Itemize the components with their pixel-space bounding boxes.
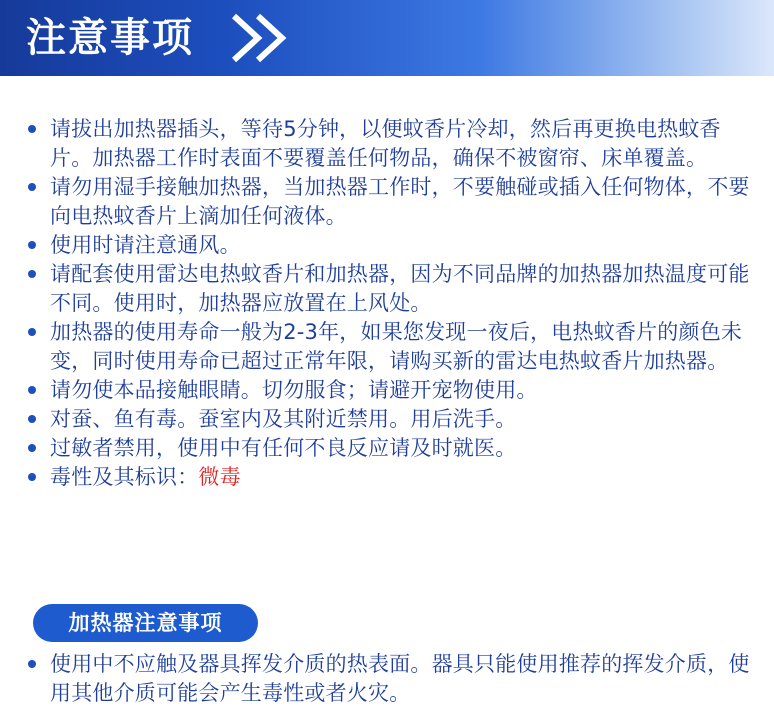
toxicity-value: 微毒: [198, 465, 241, 489]
list-item: [0, 260, 774, 318]
bullet-icon: [28, 415, 36, 423]
list-item: [0, 173, 774, 231]
note-text: 加热器的使用寿命一般为2-3年，如果您发现一夜后，电热蚊香片的颜色未变，同时使用寿命已超过正常年限，请购买新的雷达电热蚊香片加热器。: [50, 320, 743, 373]
bullet-icon: [28, 270, 36, 278]
chevron-right-icon: [252, 10, 292, 66]
list-item: [0, 650, 774, 708]
bullet-icon: [28, 386, 36, 394]
note-text: 过敏者禁用，使用中有任何不良反应请及时就医。: [50, 436, 517, 460]
note-text: 请配套使用雷达电热蚊香片和加热器，因为不同品牌的加热器加热温度可能不同。使用时，加热器应放置在上风处。: [50, 262, 750, 315]
bullet-icon: [28, 328, 36, 336]
list-item: [0, 231, 774, 260]
heater-notes-list: [0, 650, 774, 708]
notes-list: [0, 115, 774, 492]
toxicity-item: [0, 463, 774, 492]
section-badge: [33, 604, 258, 642]
bullet-icon: [28, 241, 36, 249]
bullet-icon: [28, 473, 36, 481]
toxicity-text: [50, 463, 756, 492]
note-text: 对蚕、鱼有毒。蚕室内及其附近禁用。用后洗手。: [50, 407, 517, 431]
list-item: [0, 405, 774, 434]
bullet-icon: [28, 444, 36, 452]
list-item: [0, 434, 774, 463]
page-title: 注意事项: [26, 15, 194, 61]
bullet-icon: [28, 660, 36, 668]
list-item: [0, 376, 774, 405]
list-item: [0, 115, 774, 173]
bullet-icon: [28, 125, 36, 133]
note-text: 使用中不应触及器具挥发介质的热表面。器具只能使用推荐的挥发介质，使用其他介质可能会产生毒性或者火灾。: [50, 652, 750, 705]
toxicity-label: 毒性及其标识：: [50, 465, 199, 489]
note-text: 请勿使本品接触眼睛。切勿服食；请避开宠物使用。: [50, 378, 538, 402]
section-title: 加热器注意事项: [68, 611, 223, 635]
note-text: 请勿用湿手接触加热器，当加热器工作时，不要触碰或插入任何物体，不要向电热蚊香片上滴加任何液体。: [50, 175, 750, 228]
note-text: 请拔出加热器插头，等待5分钟，以便蚊香片冷却，然后再更换电热蚊香片。加热器工作时表面不要覆盖任何物品，确保不被窗帘、床单覆盖。: [50, 117, 721, 170]
header-banner: [0, 0, 774, 76]
note-text: 使用时请注意通风。: [50, 233, 241, 257]
list-item: [0, 318, 774, 376]
bullet-icon: [28, 183, 36, 191]
